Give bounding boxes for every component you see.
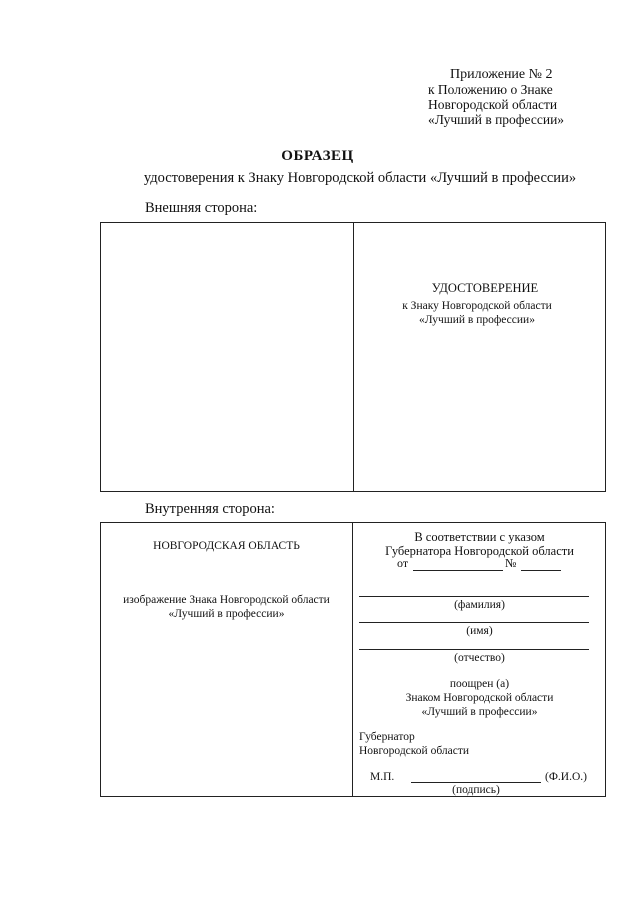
decree-number-sign: № <box>505 556 517 570</box>
decree-number-line <box>521 570 561 571</box>
document-subtitle: удостоверения к Знаку Новгородской области «Лучший в профессии» <box>143 170 577 186</box>
inner-image-line-1: изображение Знака Новгородской области <box>123 594 330 606</box>
award-line-2: «Лучший в профессии» <box>421 706 538 718</box>
outer-divider <box>353 223 354 491</box>
decree-line-1: В соответствии с указом <box>414 530 545 544</box>
appendix-block <box>428 67 564 127</box>
appendix-number: Приложение № 2 <box>450 67 553 82</box>
name-line <box>359 622 589 623</box>
decree-from-label: от <box>397 556 409 570</box>
outer-side-box <box>100 222 606 492</box>
appendix-line-3: «Лучший в профессии» <box>428 112 565 127</box>
governor-block <box>359 730 469 758</box>
inner-image-line-2: «Лучший в профессии» <box>168 608 285 620</box>
surname-line <box>359 596 589 597</box>
stamp-label: М.П. <box>370 771 395 783</box>
decree-text <box>353 530 606 558</box>
outer-certificate-text <box>354 281 606 327</box>
governor-line-1: Губернатор <box>359 731 415 743</box>
inner-region: НОВГОРОДСКАЯ ОБЛАСТЬ <box>153 540 300 552</box>
document-title: ОБРАЗЕЦ <box>281 148 354 164</box>
decree-line-2: Губернатора Новгородской области <box>385 544 574 558</box>
fio-label: (Ф.И.О.) <box>545 771 587 783</box>
inner-side-box <box>100 522 606 797</box>
name-caption: (имя) <box>466 625 493 637</box>
awarded-label: поощрен (а) <box>449 678 510 690</box>
award-line-1: Знаком Новгородской области <box>405 692 554 704</box>
outer-side-label: Внешняя сторона: <box>145 200 258 216</box>
appendix-line-2: Новгородской области <box>428 97 558 112</box>
outer-heading: УДОСТОВЕРЕНИЕ <box>431 281 539 295</box>
decree-date-line <box>413 570 503 571</box>
governor-line-2: Новгородской области <box>359 745 470 757</box>
appendix-line-1: к Положению о Знаке <box>428 82 553 97</box>
patronymic-caption: (отчество) <box>454 652 505 664</box>
award-text <box>353 677 606 719</box>
inner-image-caption <box>101 593 352 621</box>
inner-side-label: Внутренняя сторона: <box>145 501 275 517</box>
outer-line-2: «Лучший в профессии» <box>419 314 535 326</box>
surname-caption: (фамилия) <box>454 599 505 611</box>
patronymic-line <box>359 649 589 650</box>
signature-caption: (подпись) <box>452 784 500 796</box>
outer-line-1: к Знаку Новгородской области <box>402 300 552 312</box>
